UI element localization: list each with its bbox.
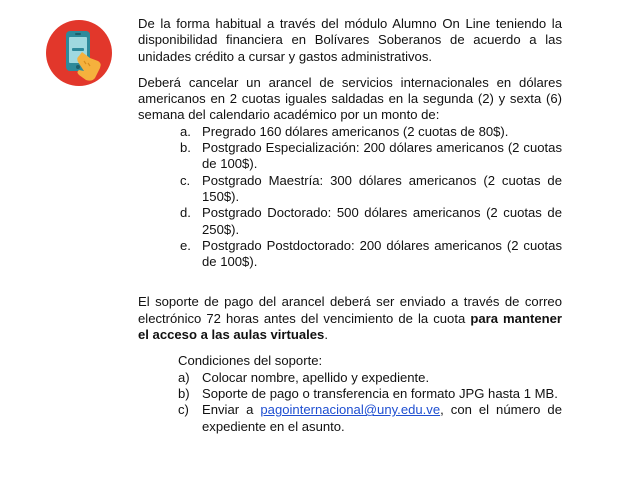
paragraph-payment-proof-bold: para mantener el acceso a las aulas virtuales [138,310,562,343]
fee-marker: a. [180,123,191,139]
fee-item [138,124,562,140]
conditions-title: Condiciones del soporte: [178,353,323,369]
fee-marker: d. [180,205,191,221]
fee-marker: b. [180,140,191,156]
condition-text: Soporte de pago o transferencia en formato JPG hasta 1 MB. [202,385,558,401]
condition-text-suffix: , con el número de expediente en el asunto. [202,402,562,434]
fee-item [138,173,562,206]
condition-item [178,402,562,435]
fee-text: Postgrado Especialización: 200 dólares americanos (2 cuotas de 100$). [202,140,562,172]
condition-text: Colocar nombre, apellido y expediente. [202,369,430,385]
condition-marker: a) [178,369,190,385]
fee-item [138,205,562,238]
paragraph-international-fee: Deberá cancelar un arancel de servicios internacionales en dólares americanos en 2 cuotas iguales saldadas en la segunda (2) y sexta (6) semana del calendario académico por un monto de: [138,74,562,123]
document-body [138,16,562,435]
fee-item [138,238,562,271]
phone-tap-icon [46,20,112,86]
condition-marker: b) [178,385,190,401]
paragraph-payment-method: De la forma habitual a través del módulo Alumno On Line teniendo la disponibilidad financiera en Bolívares Soberanos de acuerdo a las unidades crédito a cursar y gastos administrativos. [138,16,562,64]
condition-text-prefix: Enviar a [202,402,261,418]
fee-text: Pregrado 160 dólares americanos (2 cuotas de 80$). [202,123,509,139]
fee-text: Postgrado Postdoctorado: 200 dólares americanos (2 cuotas de 100$). [202,237,562,270]
fee-list [138,124,562,271]
condition-item [178,370,562,386]
email-link[interactable]: pagointernacional@uny.edu.ve [260,402,441,418]
fee-text: Postgrado Maestría: 300 dólares americanos (2 cuotas de 150$). [202,172,562,204]
conditions-list [178,370,562,435]
fee-marker: e. [180,237,191,253]
paragraph-payment-proof-text: El soporte de pago del arancel deberá ser enviado a través de correo electrónico 72 horas antes del vencimiento de la cuota [138,294,562,326]
conditions-section [178,353,562,434]
fee-marker: c. [180,172,191,188]
phone-tap-icon-graphic [46,20,112,86]
paragraph-payment-proof-end: . [324,327,328,343]
fee-item [138,140,562,173]
fee-text: Postgrado Doctorado: 500 dólares americanos (2 cuotas de 250$). [202,205,562,237]
paragraph-payment-proof [138,294,562,343]
condition-marker: c) [178,402,189,418]
condition-item [178,386,562,402]
